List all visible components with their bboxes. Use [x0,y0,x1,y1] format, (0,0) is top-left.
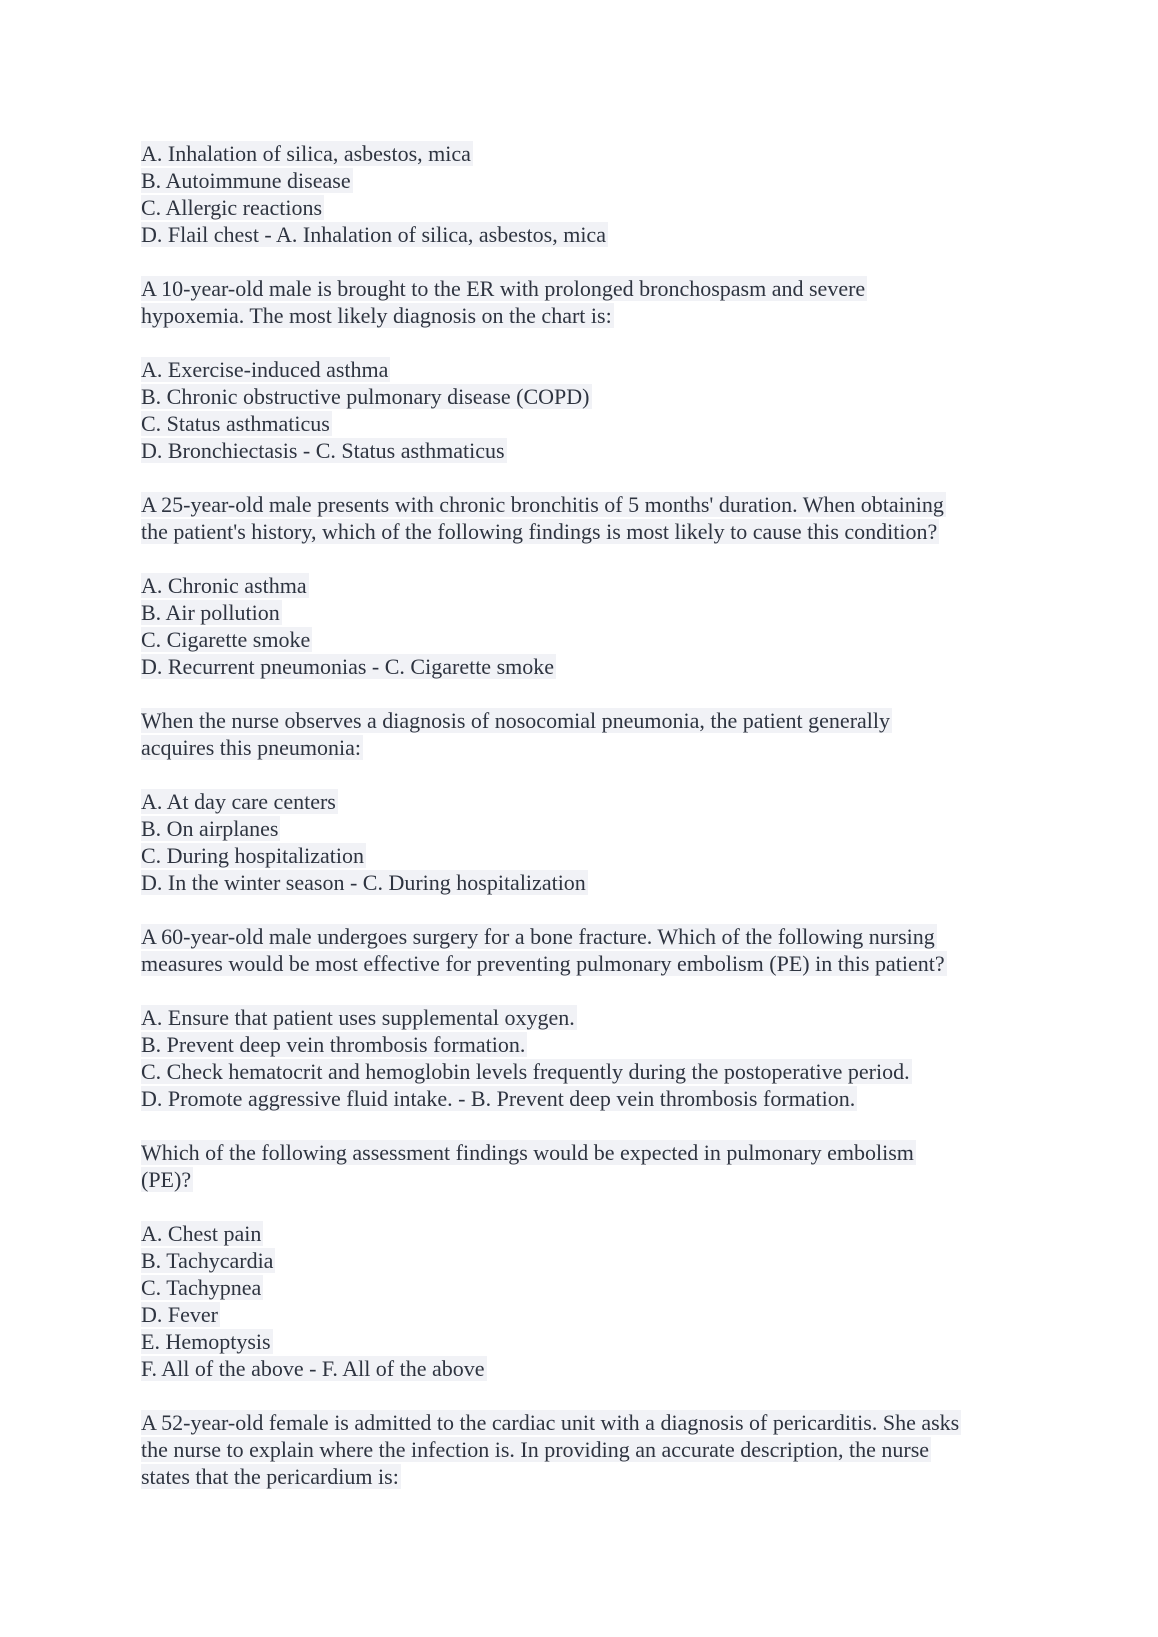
line-text: B. Autoimmune disease [141,168,351,193]
option-line [141,167,1041,194]
option-line [141,599,1041,626]
question-text [141,1409,1041,1490]
answer-options [141,356,1041,464]
option-line [141,815,1041,842]
option-line [141,626,1041,653]
line-text: A. Inhalation of silica, asbestos, mica [141,141,471,166]
line-text: B. Chronic obstructive pulmonary disease (COPD) [141,384,590,409]
answer-options [141,572,1041,680]
option-line [141,869,1041,896]
option-line [141,842,1041,869]
line-text: the patient's history, which of the following findings is most likely to cause this condition? [141,519,938,544]
option-line [141,1031,1041,1058]
line-text: E. Hemoptysis [141,1329,271,1354]
option-line [141,194,1041,221]
line-text: A 52-year-old female is admitted to the cardiac unit with a diagnosis of pericarditis. She asks [141,1410,960,1435]
paragraph-spacer [141,1382,1041,1409]
question-line [141,734,1041,761]
paragraph-spacer [141,1112,1041,1139]
line-text: measures would be most effective for preventing pulmonary embolism (PE) in this patient? [141,951,945,976]
line-text: A. Ensure that patient uses supplemental oxygen. [141,1005,575,1030]
document-page [141,140,1041,1490]
line-text: C. Check hematocrit and hemoglobin levels frequently during the postoperative period. [141,1059,910,1084]
line-text: A 10-year-old male is brought to the ER with prolonged bronchospasm and severe [141,276,866,301]
option-line [141,1247,1041,1274]
line-text: A. Chronic asthma [141,573,307,598]
line-text: When the nurse observes a diagnosis of nosocomial pneumonia, the patient generally [141,708,891,733]
option-line [141,1301,1041,1328]
answer-options [141,1220,1041,1382]
line-text: D. In the winter season - C. During hospitalization [141,870,586,895]
question-line [141,491,1041,518]
line-text: C. During hospitalization [141,843,365,868]
line-text: D. Flail chest - A. Inhalation of silica, asbestos, mica [141,222,606,247]
option-line [141,356,1041,383]
line-text: F. All of the above - F. All of the above [141,1356,485,1381]
line-text: B. Air pollution [141,600,280,625]
question-text [141,275,1041,329]
option-line [141,1220,1041,1247]
line-text: B. Prevent deep vein thrombosis formation. [141,1032,526,1057]
answer-options [141,140,1041,248]
question-text [141,491,1041,545]
question-line [141,302,1041,329]
option-line [141,1274,1041,1301]
option-line [141,1085,1041,1112]
option-line [141,572,1041,599]
question-line [141,1463,1041,1490]
paragraph-spacer [141,896,1041,923]
question-line [141,707,1041,734]
paragraph-spacer [141,977,1041,1004]
line-text: C. Status asthmaticus [141,411,330,436]
line-text: A. At day care centers [141,789,336,814]
answer-options [141,788,1041,896]
question-line [141,1139,1041,1166]
line-text: B. On airplanes [141,816,279,841]
option-line [141,653,1041,680]
line-text: hypoxemia. The most likely diagnosis on the chart is: [141,303,612,328]
question-line [141,1409,1041,1436]
paragraph-spacer [141,680,1041,707]
option-line [141,1355,1041,1382]
line-text: D. Fever [141,1302,218,1327]
paragraph-spacer [141,248,1041,275]
option-line [141,140,1041,167]
line-text: acquires this pneumonia: [141,735,361,760]
paragraph-spacer [141,464,1041,491]
paragraph-spacer [141,761,1041,788]
option-line [141,788,1041,815]
option-line [141,383,1041,410]
line-text: D. Recurrent pneumonias - C. Cigarette smoke [141,654,555,679]
option-line [141,1058,1041,1085]
line-text: D. Bronchiectasis - C. Status asthmaticus [141,438,505,463]
line-text: A. Chest pain [141,1221,262,1246]
line-text: states that the pericardium is: [141,1464,399,1489]
question-line [141,1436,1041,1463]
option-line [141,1004,1041,1031]
option-line [141,221,1041,248]
line-text: C. Tachypnea [141,1275,262,1300]
paragraph-spacer [141,1193,1041,1220]
question-line [141,518,1041,545]
question-line [141,923,1041,950]
question-text [141,707,1041,761]
option-line [141,410,1041,437]
line-text: A 60-year-old male undergoes surgery for a bone fracture. Which of the following nursing [141,924,935,949]
option-line [141,437,1041,464]
paragraph-spacer [141,545,1041,572]
question-text [141,923,1041,977]
option-line [141,1328,1041,1355]
line-text: Which of the following assessment findings would be expected in pulmonary embolism [141,1140,914,1165]
line-text: the nurse to explain where the infection is. In providing an accurate description, the nurse [141,1437,930,1462]
line-text: (PE)? [141,1167,192,1192]
question-line [141,950,1041,977]
line-text: C. Allergic reactions [141,195,323,220]
line-text: A. Exercise-induced asthma [141,357,389,382]
question-line [141,275,1041,302]
paragraph-spacer [141,329,1041,356]
line-text: C. Cigarette smoke [141,627,311,652]
question-text [141,1139,1041,1193]
line-text: A 25-year-old male presents with chronic bronchitis of 5 months' duration. When obtaining [141,492,944,517]
line-text: D. Promote aggressive fluid intake. - B. Prevent deep vein thrombosis formation. [141,1086,856,1111]
question-line [141,1166,1041,1193]
answer-options [141,1004,1041,1112]
line-text: B. Tachycardia [141,1248,274,1273]
